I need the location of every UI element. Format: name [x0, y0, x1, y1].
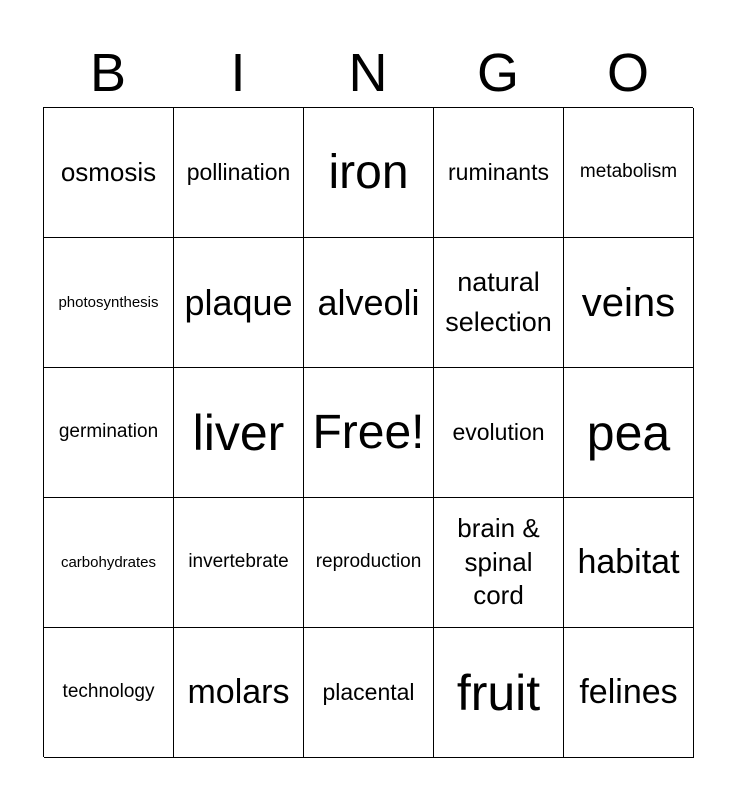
bingo-cell[interactable]: liver [174, 368, 304, 498]
bingo-cell[interactable]: invertebrate [174, 498, 304, 628]
bingo-cell[interactable]: plaque [174, 238, 304, 368]
bingo-cell[interactable]: felines [564, 628, 694, 758]
bingo-cell[interactable]: pollination [174, 108, 304, 238]
bingo-cell[interactable]: reproduction [304, 498, 434, 628]
bingo-cell[interactable]: pea [564, 368, 694, 498]
bingo-cell[interactable]: habitat [564, 498, 694, 628]
free-space-cell[interactable]: Free! [304, 368, 434, 498]
header-letter-o: O [606, 43, 649, 103]
header-letter-i: I [230, 43, 246, 103]
bingo-cell[interactable]: molars [174, 628, 304, 758]
bingo-cell[interactable]: placental [304, 628, 434, 758]
bingo-cell[interactable]: natural selection [434, 238, 564, 368]
header-letter-n: N [348, 43, 388, 103]
bingo-cell[interactable]: evolution [434, 368, 564, 498]
bingo-cell[interactable]: fruit [434, 628, 564, 758]
bingo-cell[interactable]: veins [564, 238, 694, 368]
bingo-cell[interactable]: carbohydrates [44, 498, 174, 628]
header-letter-b: B [89, 43, 127, 103]
bingo-cell[interactable]: metabolism [564, 108, 694, 238]
bingo-cell[interactable]: ruminants [434, 108, 564, 238]
bingo-board [43, 107, 693, 757]
header-letter-g: G [476, 43, 519, 103]
bingo-cell[interactable]: photosynthesis [44, 238, 174, 368]
bingo-cell[interactable]: osmosis [44, 108, 174, 238]
bingo-cell[interactable]: technology [44, 628, 174, 758]
bingo-cell[interactable]: alveoli [304, 238, 434, 368]
bingo-header [43, 40, 693, 106]
bingo-cell[interactable]: iron [304, 108, 434, 238]
bingo-cell[interactable]: brain & spinal cord [434, 498, 564, 628]
bingo-cell[interactable]: germination [44, 368, 174, 498]
